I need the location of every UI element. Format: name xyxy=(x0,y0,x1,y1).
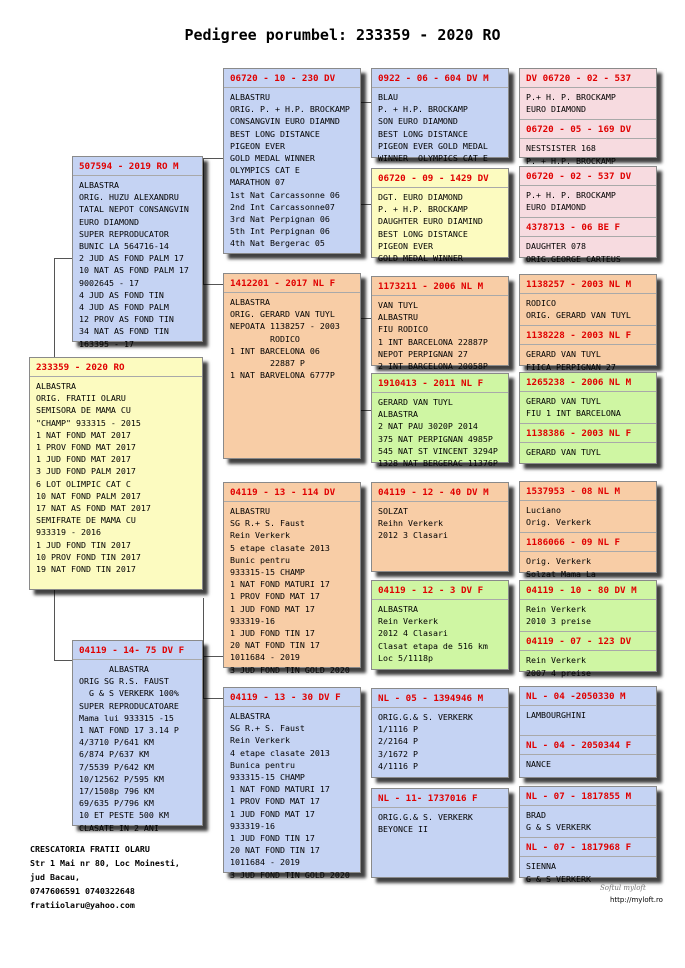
detail-line: 2010 3 preise xyxy=(526,616,591,627)
detail-line: Mama lui 933315 -15 xyxy=(79,712,174,723)
detail-line: 1 JUD FOND MAT 2017 xyxy=(36,454,131,465)
detail-line: ALBASTRU xyxy=(230,506,270,516)
detail-line: OLYMPICS CAT E xyxy=(230,165,300,176)
ring-number: 1138228 - 2003 NL F xyxy=(520,325,656,345)
card-details xyxy=(224,710,360,881)
connector-line xyxy=(203,598,224,657)
detail-line: G & S VERKERK xyxy=(526,822,591,833)
detail-line: 3 JUD FOND TIN GOLD 2020 xyxy=(230,664,350,675)
card-details xyxy=(520,395,656,419)
detail-line: 2012 3 Clasari xyxy=(378,530,448,541)
detail-line: 4/3710 P/641 KM xyxy=(79,737,154,748)
detail-line: RODICO xyxy=(230,333,300,344)
detail-line: 2012 4 Clasari xyxy=(378,628,448,639)
card-details xyxy=(520,142,656,166)
detail-line: 2nd Int Carcassonne07 xyxy=(230,201,335,212)
pedigree-card-sire-dam xyxy=(223,273,361,459)
detail-line: 545 NAT ST VINCENT 3294P xyxy=(378,445,498,456)
detail-line: 1 PROV FOND MAT 2017 xyxy=(36,442,136,453)
detail-line: 10 NAT AS FOND PALM 17 xyxy=(79,265,189,276)
detail-line: 12 PROV AS FOND TIN xyxy=(79,314,174,325)
detail-line: ALBASTRA xyxy=(36,381,76,391)
detail-line: ORIG.G.& S. VERKERK xyxy=(378,712,473,722)
detail-line: 933319 - 2016 xyxy=(36,527,101,538)
detail-line: ALBASTRA xyxy=(230,297,270,307)
detail-line: 5th Int Perpignan 06 xyxy=(230,226,330,237)
detail-line: "CHAMP" 933315 - 2015 xyxy=(36,417,141,428)
detail-line: FIU RODICO xyxy=(378,324,428,335)
detail-line: ORIG SG R.S. FAUST xyxy=(79,676,169,687)
detail-line: ORIG. GERARD VAN TUYL xyxy=(230,309,335,320)
ring-number: 1138386 - 2003 NL F xyxy=(520,423,656,443)
card-details xyxy=(372,396,508,469)
pedigree-card-sire-sire xyxy=(223,68,361,254)
detail-line: 10 NAT FOND PALM 2017 xyxy=(36,490,141,501)
detail-line: SEMISORA DE MAMA CU xyxy=(36,405,131,416)
detail-line: 1 PROV FOND MAT 17 xyxy=(230,796,320,807)
detail-line: 10/12562 P/595 KM xyxy=(79,773,164,784)
card-details xyxy=(224,91,360,250)
detail-line: ALBASTRA xyxy=(378,409,418,420)
card-details xyxy=(372,811,508,835)
detail-line: 1 NAT BARVELONA 6777P xyxy=(230,370,335,381)
detail-line: 5 etape clasate 2013 xyxy=(230,542,330,553)
detail-line: NESTSISTER 168 xyxy=(526,143,596,154)
detail-line: ORIG. GERARD VAN TUYL xyxy=(526,310,631,321)
card-details xyxy=(520,809,656,833)
detail-line: GERARD VAN TUYL xyxy=(526,396,601,406)
detail-line: BEYONCE II xyxy=(378,824,428,835)
card-details xyxy=(224,505,360,676)
detail-line: ALBASTRA xyxy=(230,711,270,721)
software-logo: Softul myloft xyxy=(600,884,646,892)
detail-line: P. + H.P. BROCKAMP xyxy=(378,204,468,215)
detail-line: 1st Nat Carcassonne 06 xyxy=(230,189,340,200)
detail-line: Rein Verkerk xyxy=(230,735,290,746)
pedigree-card-dds xyxy=(371,688,509,778)
detail-line: ALBASTRU xyxy=(378,312,418,323)
detail-line: GOLD MEDAL WINNER xyxy=(378,253,463,264)
ring-number: 1265238 - 2006 NL M xyxy=(520,373,656,392)
detail-line: Rein Verkerk xyxy=(378,616,438,627)
detail-line: 1 JUD FOND TIN 2017 xyxy=(36,539,131,550)
detail-line: Orig. Verkerk xyxy=(526,556,591,567)
detail-line: 17 NAT AS FOND MAT 2017 xyxy=(36,503,151,514)
detail-line: 10 ET PESTE 500 KM xyxy=(79,810,169,821)
ring-number: 04119 - 12 - 40 DV M xyxy=(372,483,508,502)
detail-line: WINNER OLYMPICS CAT E xyxy=(378,153,488,164)
card-details xyxy=(520,654,656,678)
detail-line: 1 JUD FOND MAT 17 xyxy=(230,603,315,614)
ring-number: 507594 - 2019 RO M xyxy=(73,157,202,176)
detail-line: ORIG. P. + H.P. BROCKAMP xyxy=(230,104,350,115)
ring-number: DV 06720 - 02 - 537 xyxy=(520,69,656,88)
detail-line: EURO DIAMOND xyxy=(526,104,586,115)
card-details xyxy=(520,555,656,579)
pedigree-card-ssd xyxy=(371,168,509,264)
detail-line: ORIG.G.& S. VERKERK xyxy=(378,812,473,822)
detail-line: GERARD VAN TUYL xyxy=(526,447,601,458)
breeder-contact xyxy=(30,842,180,912)
detail-line: GERARD VAN TUYL xyxy=(378,397,453,407)
card-details xyxy=(372,299,508,372)
card-details xyxy=(73,663,202,834)
pedigree-card-sire xyxy=(72,156,203,349)
ring-number: NL - 07 - 1817855 M xyxy=(520,787,656,806)
detail-line: 4 etape clasate 2013 xyxy=(230,747,330,758)
detail-line: 0747606591 0740322648 xyxy=(30,886,135,896)
detail-line: BLAU xyxy=(378,92,398,102)
pedigree-card-sdd xyxy=(371,373,509,469)
detail-line: Rein Verkerk xyxy=(526,604,586,614)
ring-number: 233359 - 2020 RO xyxy=(30,358,202,377)
detail-line: EURO DIAMOND xyxy=(526,202,586,213)
detail-line: ORIG. FRATII OLARU xyxy=(36,393,126,404)
card-details xyxy=(372,91,508,164)
detail-line: NEPOT PERPIGNAN 27 xyxy=(378,348,468,359)
pedigree-card-gen5 xyxy=(519,786,657,884)
detail-line: 2 JUD AS FOND PALM 17 xyxy=(79,253,184,264)
connector-line xyxy=(203,656,224,699)
detail-line: 10 PROV FOND TIN 2017 xyxy=(36,551,141,562)
card-details xyxy=(520,297,656,321)
detail-line: Rein Verkerk xyxy=(230,530,290,541)
detail-line: SUPER REPRODUCATOARE xyxy=(79,700,179,711)
detail-line: Solzat Mama La xyxy=(526,568,596,579)
detail-line: 3rd Nat Perpignan 06 xyxy=(230,214,330,225)
pedigree-card-gen5 xyxy=(519,481,657,579)
pedigree-card-dam-sire xyxy=(223,482,361,675)
detail-line: BUNIC LA 564716-14 xyxy=(79,241,169,252)
detail-line: 9002645 - 17 xyxy=(79,277,139,288)
detail-line: ALBASTRA xyxy=(378,604,418,614)
detail-line: 4 JUD AS FOND TIN xyxy=(79,289,164,300)
detail-line: 1 NAT FOND MAT 2017 xyxy=(36,429,131,440)
detail-line: SON EURO DIAMOND xyxy=(378,116,458,127)
detail-line: 2 NAT PAU 3020P 2014 xyxy=(378,421,478,432)
detail-line: 6/874 P/637 KM xyxy=(79,749,149,760)
pedigree-card-main xyxy=(29,357,203,590)
ring-number: NL - 04 -2050330 M xyxy=(520,687,656,706)
detail-line: ALBASTRU xyxy=(230,92,270,102)
detail-line: VAN TUYL xyxy=(378,300,418,310)
pedigree-card-gen5 xyxy=(519,68,657,166)
card-details xyxy=(520,603,656,627)
detail-line: DAUGHTER 078 xyxy=(526,241,586,252)
detail-line: PIGEON EVER xyxy=(230,140,285,151)
ring-number: 06720 - 02 - 537 DV xyxy=(520,167,656,186)
detail-line: 20 NAT FOND TIN 17 xyxy=(230,640,320,651)
ring-number: 1186066 - 09 NL F xyxy=(520,532,656,552)
detail-line: 34 NAT AS FOND TIN xyxy=(79,326,169,337)
pedigree-card-gen5 xyxy=(519,686,657,778)
detail-line: Rein Verkerk xyxy=(526,655,586,666)
detail-line: 69/635 P/796 KM xyxy=(79,798,154,809)
detail-line: G & S VERKERK 100% xyxy=(79,688,179,699)
ring-number: 0922 - 06 - 604 DV M xyxy=(372,69,508,88)
ring-number: 1412201 - 2017 NL F xyxy=(224,274,360,293)
ring-number: 06720 - 10 - 230 DV xyxy=(224,69,360,88)
detail-line: BEST LONG DISTANCE xyxy=(230,128,320,139)
card-details xyxy=(520,758,656,770)
detail-line: 22887 P xyxy=(230,358,305,369)
page-title: Pedigree porumbel: 233359 - 2020 RO xyxy=(184,26,501,44)
detail-line: 1 INT BARCELONA 22887P xyxy=(378,336,488,347)
detail-line: Str 1 Mai nr 80, Loc Moinesti, xyxy=(30,858,180,868)
detail-line: 163395 - 17 xyxy=(79,338,134,349)
detail-line: P. + H.P. BROCKAMP xyxy=(526,155,616,166)
detail-line: CRESCATORIA FRATII OLARU xyxy=(30,844,150,854)
connector-line xyxy=(54,590,73,661)
ring-number: 04119 - 14- 75 DV F xyxy=(73,641,202,660)
pedigree-card-sds xyxy=(371,276,509,372)
detail-line: 20 NAT FOND TIN 17 xyxy=(230,845,320,856)
card-details xyxy=(372,711,508,772)
detail-line: GERARD VAN TUYL xyxy=(526,349,601,360)
detail-line: ALBASTRA xyxy=(79,180,119,190)
card-details xyxy=(372,191,508,264)
detail-line: GOLD MEDAL WINNER xyxy=(230,153,315,164)
detail-line: DAUGHTER EURO DIAMIND xyxy=(378,216,483,227)
pedigree-card-gen5 xyxy=(519,274,657,372)
card-details xyxy=(520,348,656,372)
detail-line: Reihn Verkerk xyxy=(378,518,443,529)
detail-line: 1328 NAT BERGERAC 11376P xyxy=(378,458,498,469)
detail-line: 3 JUD FOND PALM 2017 xyxy=(36,466,136,477)
ring-number: 1910413 - 2011 NL F xyxy=(372,374,508,393)
detail-line: 4/1116 P xyxy=(378,760,418,771)
detail-line: Luciano xyxy=(526,505,561,515)
card-details xyxy=(73,179,202,350)
pedigree-card-dam-dam xyxy=(223,687,361,880)
ring-number: NL - 05 - 1394946 M xyxy=(372,689,508,708)
card-details xyxy=(372,603,508,664)
detail-line: RODICO xyxy=(526,298,556,308)
ring-number: NL - 07 - 1817968 F xyxy=(520,837,656,857)
detail-line: 17/1508p 796 KM xyxy=(79,786,154,797)
detail-line: 375 NAT PERPIGNAN 4985P xyxy=(378,433,493,444)
detail-line: LAMBOURGHINI xyxy=(526,710,586,720)
card-details xyxy=(520,504,656,528)
detail-line: 7/5539 P/642 KM xyxy=(79,761,154,772)
detail-line: 933319-16 xyxy=(230,820,275,831)
detail-line: 2 INT BARCELONA 20058P xyxy=(378,361,488,372)
ring-number: 4378713 - 06 BE F xyxy=(520,217,656,237)
detail-line: 933315-15 CHAMP xyxy=(230,567,305,578)
pedigree-card-sss xyxy=(371,68,509,164)
detail-line: 6 LOT OLIMPIC CAT C xyxy=(36,478,131,489)
connector-line xyxy=(361,204,371,206)
ring-number: NL - 04 - 2050344 F xyxy=(520,735,656,755)
detail-line: CONSANGVIN EURO DIAMND xyxy=(230,116,340,127)
detail-line: NANCE xyxy=(526,759,551,770)
detail-line: Clasat etapa de 516 km xyxy=(378,640,488,651)
detail-line: BEST LONG DISTANCE xyxy=(378,128,468,139)
detail-line: SEMIFRATE DE MAMA CU xyxy=(36,515,136,526)
detail-line: 3/1672 P xyxy=(378,748,418,759)
detail-line: fratiiolaru@yahoo.com xyxy=(30,900,135,910)
detail-line: Loc 5/1118p xyxy=(378,652,433,663)
detail-line: ORIG. HUZU ALEXANDRU xyxy=(79,192,179,203)
connector-line xyxy=(361,318,371,320)
pedigree-card-gen5 xyxy=(519,166,657,264)
detail-line: PIGEON EVER GOLD MEDAL xyxy=(378,140,488,151)
detail-line: SIENNA xyxy=(526,861,556,872)
detail-line: CLASATE IN 2 ANI xyxy=(79,822,159,833)
pedigree-card-gen5 xyxy=(519,580,657,678)
detail-line: P.+ H. P. BROCKAMP xyxy=(526,190,616,200)
detail-line: 933319-16 xyxy=(230,615,275,626)
detail-line: 3 JUD FOND TIN GOLD 2020 xyxy=(230,869,350,880)
detail-line: SG R.+ S. Faust xyxy=(230,723,305,734)
card-details xyxy=(520,709,656,721)
detail-line: SUPER REPRODUCATOR xyxy=(79,228,169,239)
detail-line: P. + H.P. BROCKAMP xyxy=(378,104,468,115)
pedigree-card-dsd xyxy=(371,580,509,670)
detail-line: Orig. Verkerk xyxy=(526,517,591,528)
detail-line: Bunic pentru xyxy=(230,554,290,565)
card-details xyxy=(520,446,656,458)
detail-line: 1 JUD FOND TIN 17 xyxy=(230,628,315,639)
detail-line: 1 NAT FOND MATURI 17 xyxy=(230,784,330,795)
detail-line: G & S VERKERK xyxy=(526,873,591,884)
detail-line: 1 NAT FOND MATURI 17 xyxy=(230,579,330,590)
detail-line: P.+ H. P. BROCKAMP xyxy=(526,92,616,102)
card-details xyxy=(224,296,360,381)
ring-number: 04119 - 13 - 30 DV F xyxy=(224,688,360,707)
pedigree-card-ddd xyxy=(371,788,509,878)
ring-number: 04119 - 07 - 123 DV xyxy=(520,631,656,651)
pedigree-card-dam xyxy=(72,640,203,833)
ring-number: 1138257 - 2003 NL M xyxy=(520,275,656,294)
detail-line: TATAL NEPOT CONSANGVIN xyxy=(79,204,189,215)
detail-line: 1011684 - 2019 xyxy=(230,652,300,663)
card-details xyxy=(520,189,656,213)
detail-line: 19 NAT FOND TIN 2017 xyxy=(36,564,136,575)
detail-line: EURO DIAMOND xyxy=(79,216,139,227)
ring-number: 04119 - 13 - 114 DV xyxy=(224,483,360,502)
ring-number: 1173211 - 2006 NL M xyxy=(372,277,508,296)
connector-line xyxy=(203,158,224,257)
connector-line xyxy=(54,258,73,359)
detail-line: 1 PROV FOND MAT 17 xyxy=(230,591,320,602)
detail-line: 2007 4 preise xyxy=(526,667,591,678)
card-details xyxy=(372,505,508,542)
detail-line: 4 JUD AS FOND PALM xyxy=(79,302,169,313)
detail-line: 1 NAT FOND 17 3.14 P xyxy=(79,725,179,736)
ring-number: 04119 - 12 - 3 DV F xyxy=(372,581,508,600)
detail-line: DGT. EURO DIAMOND xyxy=(378,192,463,202)
detail-line: BRAD xyxy=(526,810,546,820)
detail-line: jud Bacau, xyxy=(30,872,80,882)
ring-number: 06720 - 09 - 1429 DV xyxy=(372,169,508,188)
connector-line xyxy=(361,102,371,104)
card-details xyxy=(520,240,656,264)
detail-line: 1 JUD FOND TIN 17 xyxy=(230,833,315,844)
detail-line: SOLZAT xyxy=(378,506,408,516)
detail-line: NEPOATA 1138257 - 2003 xyxy=(230,321,340,332)
detail-line: 1 INT BARCELONA 06 xyxy=(230,345,320,356)
pedigree-card-gen5 xyxy=(519,372,657,464)
detail-line: ORIG.GEORGE CARTEUS xyxy=(526,253,621,264)
connector-line xyxy=(361,410,371,412)
detail-line: SG R.+ S. Faust xyxy=(230,518,305,529)
detail-line: BEST LONG DISTANCE xyxy=(378,228,468,239)
detail-line: ALBASTRA xyxy=(79,664,149,674)
card-details xyxy=(520,860,656,884)
ring-number: 1537953 - 08 NL M xyxy=(520,482,656,501)
ring-number: NL - 11- 1737016 F xyxy=(372,789,508,808)
detail-line: 933315-15 CHAMP xyxy=(230,772,305,783)
website-url: http://myloft.ro xyxy=(610,896,663,904)
detail-line: 4th Nat Bergerac 05 xyxy=(230,238,325,249)
detail-line: FIU 1 INT BARCELONA xyxy=(526,408,621,419)
detail-line: 1011684 - 2019 xyxy=(230,857,300,868)
detail-line: 2/2164 P xyxy=(378,736,418,747)
detail-line: MARATHON 07 xyxy=(230,177,285,188)
ring-number: 06720 - 05 - 169 DV xyxy=(520,119,656,139)
detail-line: FIICA PERPIGNAN 27 xyxy=(526,361,616,372)
detail-line: 1 JUD FOND MAT 17 xyxy=(230,808,315,819)
pedigree-card-dss xyxy=(371,482,509,572)
ring-number: 04119 - 10 - 80 DV M xyxy=(520,581,656,600)
detail-line: 1/1116 P xyxy=(378,724,418,735)
detail-line: PIGEON EVER xyxy=(378,240,433,251)
detail-line: Bunica pentru xyxy=(230,759,295,770)
card-details xyxy=(30,380,202,575)
connector-line xyxy=(203,256,224,285)
card-details xyxy=(520,91,656,115)
